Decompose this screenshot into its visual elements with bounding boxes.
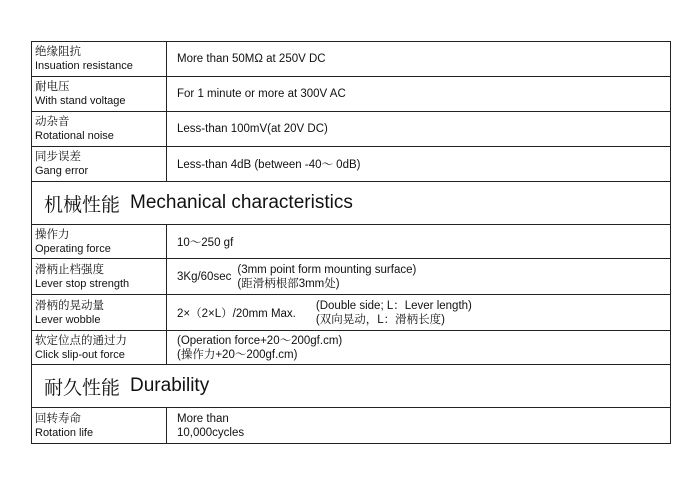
label-zh: 回转寿命 [35, 410, 81, 425]
label-en: Rotational noise [35, 130, 114, 142]
spec-value [167, 331, 670, 364]
label-zh: 操作力 [35, 226, 70, 241]
spec-row-lever-wobble [32, 295, 670, 331]
label-zh: 滑柄的晃动量 [35, 297, 104, 312]
value-line: 10,000cycles [177, 426, 245, 439]
spec-label [32, 408, 167, 443]
section-title-en: Mechanical characteristics [130, 192, 353, 213]
label-zh: 软定位点的通过力 [35, 332, 127, 347]
note-line: (双向晃动，L：滑柄长度) [315, 313, 445, 326]
label-en: Gang error [35, 165, 89, 177]
spec-label [32, 147, 167, 181]
note-line: (Double side; L：Lever length) [315, 299, 472, 312]
spec-value [167, 295, 670, 330]
section-title-zh: 机械性能 [44, 193, 121, 216]
label-en: Operating force [35, 242, 111, 255]
spec-value: Less-than 4dB (between -40～ 0dB) [177, 159, 361, 171]
spec-value: More than 50MΩ at 250V DC [177, 53, 326, 65]
value-note [237, 263, 416, 291]
label-en: Lever wobble [35, 313, 101, 326]
value-line: More than [177, 412, 229, 425]
label-zh: 动杂音 [35, 114, 70, 128]
spec-label [32, 295, 167, 330]
spec-value: For 1 minute or more at 300V AC [177, 88, 346, 100]
spec-label [32, 42, 167, 76]
label-zh: 同步误差 [35, 149, 81, 163]
spec-row-insulation [32, 42, 670, 77]
spec-row-lever-stop [32, 259, 670, 295]
spec-row-withstand-voltage [32, 77, 670, 112]
label-en: Insuation resistance [35, 60, 133, 72]
value-line: (操作力+20～200gf.cm) [177, 348, 298, 361]
spec-label [32, 77, 167, 111]
value-note [316, 299, 472, 327]
spec-row-gang-error [32, 147, 670, 182]
spec-value [167, 408, 670, 443]
label-zh: 绝缘阻抗 [35, 44, 81, 58]
label-en: Rotation life [35, 426, 94, 439]
note-line: (3mm point form mounting surface) [237, 263, 417, 276]
value-line: (Operation force+20～200gf.cm) [177, 334, 343, 347]
spec-row-rotational-noise [32, 112, 670, 147]
spec-row-rotation-life [32, 408, 670, 443]
section-title-en: Durability [130, 375, 210, 396]
spec-value: 10～250 gf [177, 236, 234, 249]
spec-value [167, 259, 670, 294]
note-line: (距滑柄根部3mm处) [237, 277, 340, 290]
spec-value: Less-than 100mV(at 20V DC) [177, 123, 328, 135]
spec-row-click-slip [32, 331, 670, 365]
spec-label [32, 112, 167, 146]
label-en: With stand voltage [35, 95, 126, 107]
spec-label [32, 225, 167, 258]
label-en: Click slip-out force [35, 348, 125, 361]
section-title-durability [32, 365, 670, 408]
spec-label [32, 331, 167, 364]
label-en: Lever stop strength [35, 277, 130, 290]
section-title-mechanical [32, 182, 670, 225]
label-zh: 耐电压 [35, 79, 70, 93]
value-main: 2×（2×L）/20mm Max. [177, 307, 296, 320]
spec-label [32, 259, 167, 294]
spec-row-operating-force [32, 225, 670, 259]
section-title-zh: 耐久性能 [44, 376, 121, 399]
label-zh: 滑柄止档强度 [35, 261, 104, 276]
spec-table [31, 41, 671, 444]
value-main: 3Kg/60sec [177, 270, 232, 283]
